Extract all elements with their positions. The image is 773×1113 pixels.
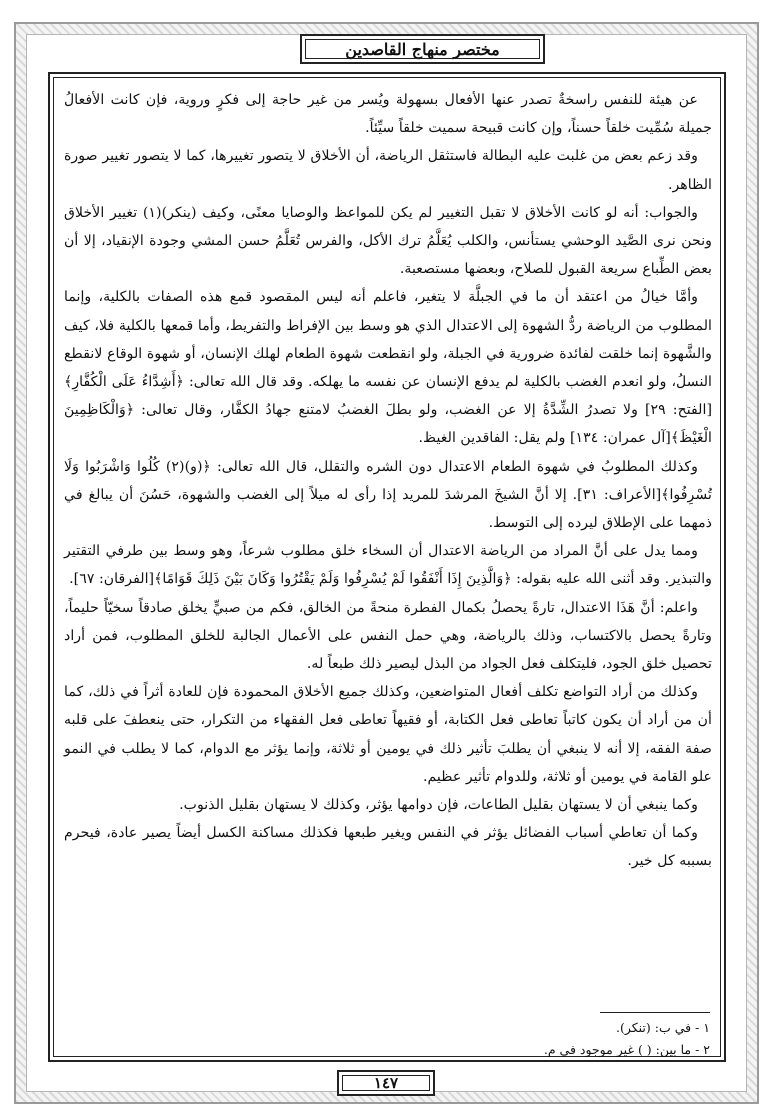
paragraph: ومما يدل على أنَّ المراد من الرياضة الاعتدال أن السخاء خلق مطلوب شرعاً، وهو وسط بين طرفي التقتير والتبذير. وقد أثنى الله عليه بقوله: ﴿وَالَّذِينَ إِذَا أَنْفَقُوا لَمْ يُسْرِفُوا وَلَمْ يَقْتُرُوا وَكَانَ بَيْنَ ذَلِكَ قَوَامًا﴾[الفرقان: ٦٧]. — [64, 543, 712, 588]
text-frame — [48, 72, 726, 1062]
paragraph: عن هيئة للنفس راسخةٌ تصدر عنها الأفعال بسهولة ويُسر من غير حاجة إلى فكرٍ وروية، فإن كانت الأفعالُ جميلة سُمِّيت خلقاً حسناً، وإن كانت قبيحة سميت خلقاً سيِّئاً. — [64, 92, 712, 137]
paragraph: والجواب: أنه لو كانت الأخلاق لا تقبل التغيير لم يكن للمواعظ والوصايا معنًى، وكيف (ينكر)(١) تغيير الأخلاق ونحن نرى الصَّيد الوحشي يستأنس، والكلب يُعَلَّمُ ترك الأكل، والفرس تُعَلَّمُ حسن المشي وجودة الإنقياد، إلا أن بعض الطِّباع سريعة القبول للصلاح، وبعضها مستصعبة. — [64, 204, 712, 278]
paragraph: وأمَّا خيالُ من اعتقد أن ما في الجبلَّة لا يتغير، فاعلم أنه ليس المقصود قمع هذه الصفات بالكلية، وإنما المطلوب من الرياضة ردُّ الشهوة إلى الاعتدال الذي هو وسط بين الإفراط والتفريط، وأما قمعها بالكلية فلا، كيف والشَّهوة إنما خلقت لفائدة ضرورية في الجبلة، ولو انقطعت شهوة الطعام لهلك الإنسان، أو شهوة الوقاع لانقطع النسلُ، ولو انعدم الغضب بالكلية لم يدفع الإنسان عن نفسه ما يهلكه. وقد قال الله تعالى: ﴿أَشِدَّاءُ عَلَى الْكُفَّارِ﴾[الفتح: ٢٩] ولا تصدرُ الشِّدَّةُ إلا عن الغضب، ولو بطلَ الغضبُ لامتنع جهادُ الكفَّار، وقال تعالى: ﴿وَالْكَاظِمِينَ الْغَيْظَ﴾[آل عمران: ١٣٤] ولم يقل: الفاقدين الغيظ. — [64, 289, 712, 447]
paragraph: وكذلك من أراد التواضع تكلف أفعال المتواضعين، وكذلك جميع الأخلاق المحمودة فإن للعادة أثراً في ذلك، كما أن من أراد أن يكون كاتباً تعاطى فعل الكتابة، أو فقيهاً تعاطى فعل الفقهاء من التكرار، حتى ينعطفَ على قلبه صفة الفقه، إلا أنه لا ينبغي أن يطلبَ تأثير ذلك في يومين أو ثلاثة، وإنما يؤثر مع الدوام، كما لا يطلب في النمو علو القامة في يومين أو ثلاثة، وللدوام تأثير عظيم. — [64, 684, 712, 785]
footnote-separator — [600, 1012, 710, 1013]
book-title: مختصر منهاج القاصدين — [345, 39, 500, 59]
body-text — [64, 86, 712, 876]
page-number-box — [337, 1070, 435, 1096]
paragraph: وكما ينبغي أن لا يستهان بقليل الطاعات، فإن دوامها يؤثر، وكذلك لا يستهان بقليل الذنوب. — [179, 797, 698, 814]
paragraph: وقد زعم بعض من غلبت عليه البطالة فاستثقل الرياضة، أن الأخلاق لا يتصور تغييرها، كما لا يتصور تغيير صورة الظاهر. — [64, 148, 712, 193]
paragraph: وكما أن تعاطي أسباب الفضائل يؤثر في النفس ويغير طبعها فكذلك مساكنة الكسل أيضاً يصير عادة، فيحرم بسببه كل خير. — [64, 825, 712, 870]
footnote: ٢ - ما بين: ( ) غير موجود في م. — [543, 1042, 710, 1057]
footnotes — [64, 1012, 710, 1061]
paragraph: وكذلك المطلوبُ في شهوة الطعام الاعتدال دون الشره والتقلل، قال الله تعالى: ﴿(و)(٢) كُلُوا وَاشْرَبُوا وَلَا تُسْرِفُوا﴾[الأعراف: ٣١]. إلا أنَّ الشيخَ المرشدَ للمريد إذا رأى له ميلاً إلى الغضب والشهوة، حَسُنَ أن يبالغ في ذمهما على الإطلاق ليرده إلى التوسط. — [64, 458, 712, 532]
paragraph: واعلم: أنَّ هَذَا الاعتدال، تارةً يحصلُ بكمال الفطرة منحةً من الخالق، فكم من صبيٍّ يخلق صادقاً سخيّاً حليماً، وتارةً يحصل بالاكتساب، وذلك بالرياضة، وهي حمل النفس على الأعمال الجالبة للخلق المطلوب، فمن أراد تحصيل خلق الجود، فليتكلف فعل الجواد من البذل ليصير ذلك طبعاً له. — [64, 599, 712, 673]
page-number: ١٤٧ — [373, 1074, 399, 1092]
page-header — [300, 34, 545, 64]
footnote: ١ - في ب: (تنكر). — [616, 1020, 710, 1035]
